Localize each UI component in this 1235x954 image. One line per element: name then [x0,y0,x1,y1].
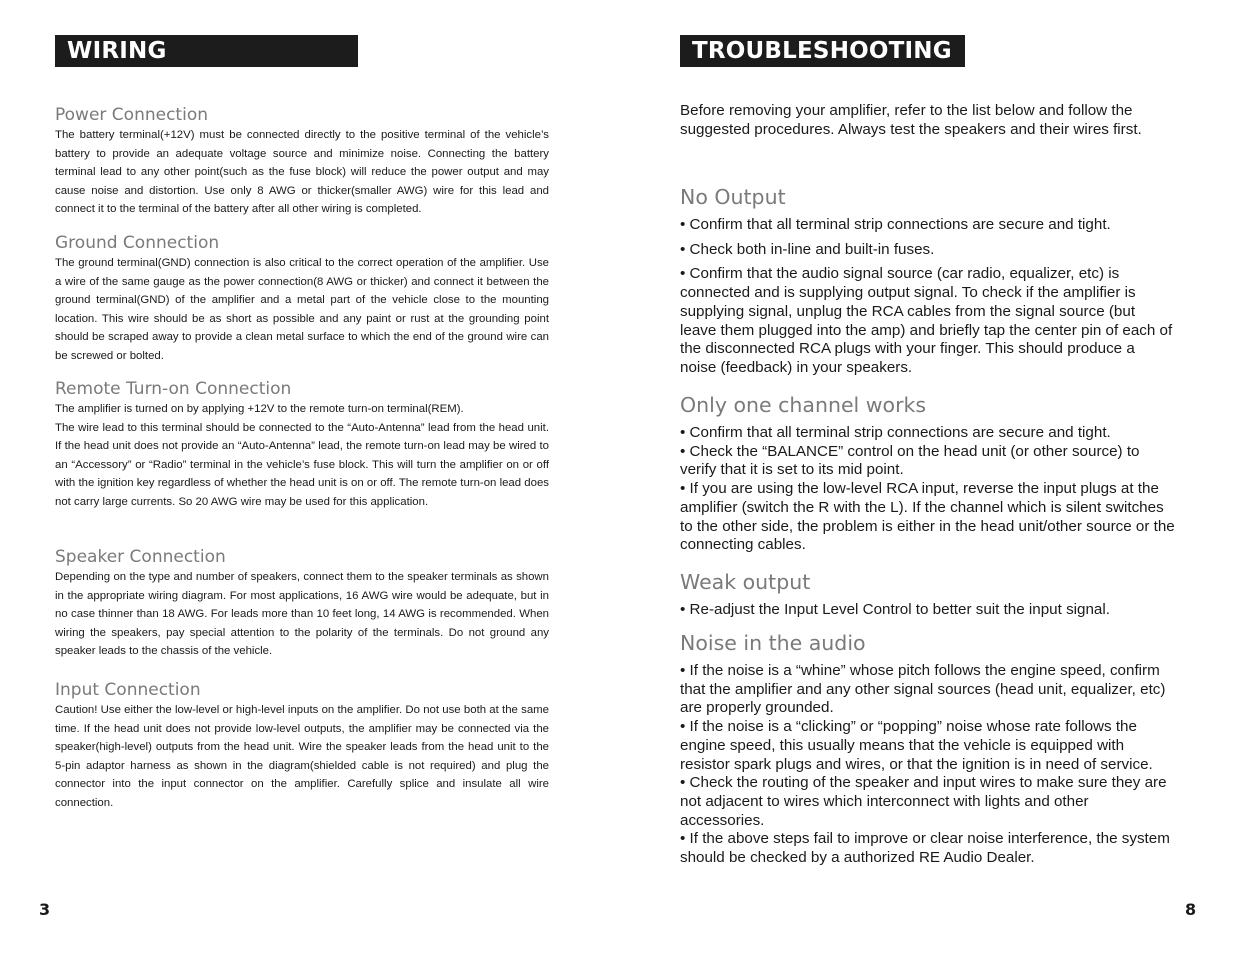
intro-text: Before removing your amplifier, refer to the list below and follow the suggested procedures. Always test the speakers and their wires first. [680,102,1142,138]
right-page [617,0,1235,954]
section-heading: Input Connection [55,680,201,700]
section-heading: Only one channel works [680,393,927,417]
section-heading: Ground Connection [55,233,220,253]
bullet-item: • Re-adjust the Input Level Control to better suit the input signal. [680,601,1110,618]
section-text: The wire lead to this terminal should be connected to the “Auto-Antenna” lead from the head unit. If the head unit does not provide an “Auto-Antenna” lead, the remote turn-on lead may be wired to an “Accessory” or “Radio” terminal in the vehicle’s fuse block. This will turn the amplifier on or off with the ignition key regardless of whether the head unit is on or off. The remote turn-on lead does not carry large currents. So 20 AWG wire may be used for this application. [55,421,549,508]
section-heading: No Output [680,185,786,209]
section-text: The amplifier is turned on by applying +12V to the remote turn-on terminal(REM). [55,403,464,415]
bullet-item: • If you are using the low-level RCA input, reverse the input plugs at the amplifier (switch the R with the L). If the channel which is silent switches to the other side, the problem is either in the head unit/other source or the connecting cables. [680,480,1175,554]
bullet-item: • Confirm that all terminal strip connections are secure and tight. [680,216,1111,233]
wiring-instructions-banner: WIRING INSTRUCTIONS [55,35,358,67]
ground-connection-section [55,232,549,366]
section-heading: Power Connection [55,105,208,125]
input-connection-section [55,679,549,813]
section-text: Depending on the type and number of speakers, connect them to the speaker terminals as shown in the appropriate wiring diagram. For most applications, 16 AWG wire would be adequate, but in no case thinner than 18 AWG. For leads more than 10 feet long, 14 AWG is recommended. When wiring the speakers, pay special attention to the polarity of the terminals. Do not ground any speaker leads to the chassis of the vehicle. [55,571,549,658]
section-heading: Weak output [680,570,811,594]
bullet-item: • Confirm that all terminal strip connections are secure and tight. [680,424,1111,441]
section-text: The battery terminal(+12V) must be connected directly to the positive terminal of the vehicle’s battery to provide an adequate voltage source and minimize noise. Connecting the battery terminal lead to any other point(such as the fuse block) will reduce the power output and may cause noise and distortion. Use only 8 AWG or thicker(smaller AWG) wire for this lead and connect it to the terminal of the battery after all other wiring is completed. [55,129,549,216]
weak-output-section [680,569,1175,620]
bullet-item: • If the noise is a “clicking” or “popping” noise whose rate follows the engine speed, this usually means that the vehicle is equipped with resistor spark plugs and wires, or that the ignition is in need of service. [680,718,1153,773]
intro-paragraph [680,102,1175,139]
bullet-item: • Confirm that the audio signal source (car radio, equalizer, etc) is connected and is supplying output signal. To check if the amplifier is supplying signal, unplug the RCA cables from the signal source (but leave them plugged into the amp) and briefly tap the center pin of each of the disconnected RCA plugs with your finger. This should produce a noise (feedback) in your speakers. [680,265,1173,376]
section-heading: Speaker Connection [55,547,226,567]
section-text: The ground terminal(GND) connection is also critical to the correct operation of the amplifier. Use a wire of the same gauge as the power connection(8 AWG or thicker) and connect it between the ground terminal(GND) of the amplifier and a metal part of the vehicle close to the mounting location. This wire should be as short as possible and any paint or rust at the grounding point should be scraped away to provide a clean metal surface to which the end of the ground wire can be screwed or bolted. [55,257,549,362]
bullet-item: • Check the routing of the speaker and input wires to make sure they are not adjacent to wires which interconnect with lights and other accessories. [680,774,1167,829]
speaker-connection-section [55,546,549,661]
bullet-item: • If the noise is a “whine” whose pitch follows the engine speed, confirm that the amplifier and any other signal sources (head unit, equalizer, etc) are properly grounded. [680,662,1166,717]
section-heading: Remote Turn-on Connection [55,379,292,399]
section-text: Caution! Use either the low-level or high-level inputs on the amplifier. Do not use both at the same time. If the head unit does not provide low-level outputs, the amplifier may be connected via the speaker(high-level) outputs from the head unit. Wire the speaker leads from the head unit to the 5-pin adaptor harness as shown in the diagram(shielded cable is not required) and plug the connector into the input connector on the amplifier. Carefully splice and insulate all wire connection. [55,704,549,809]
one-channel-section [680,392,1175,555]
left-page [0,0,617,954]
bullet-item: • Check the “BALANCE” control on the head unit (or other source) to verify that it is set to its mid point. [680,442,1140,479]
page-number: 3 [39,900,51,919]
troubleshooting-banner: TROUBLESHOOTING [680,35,965,67]
remote-turn-on-section [55,378,549,512]
power-connection-section [55,104,549,219]
section-heading: Noise in the audio [680,631,866,655]
noise-section [680,630,1175,868]
page-number: 8 [1185,900,1197,919]
no-output-section [680,184,1175,378]
bullet-item: • If the above steps fail to improve or clear noise interference, the system should be checked by a authorized RE Audio Dealer. [680,830,1170,867]
bullet-item: • Check both in-line and built-in fuses. [680,240,935,258]
